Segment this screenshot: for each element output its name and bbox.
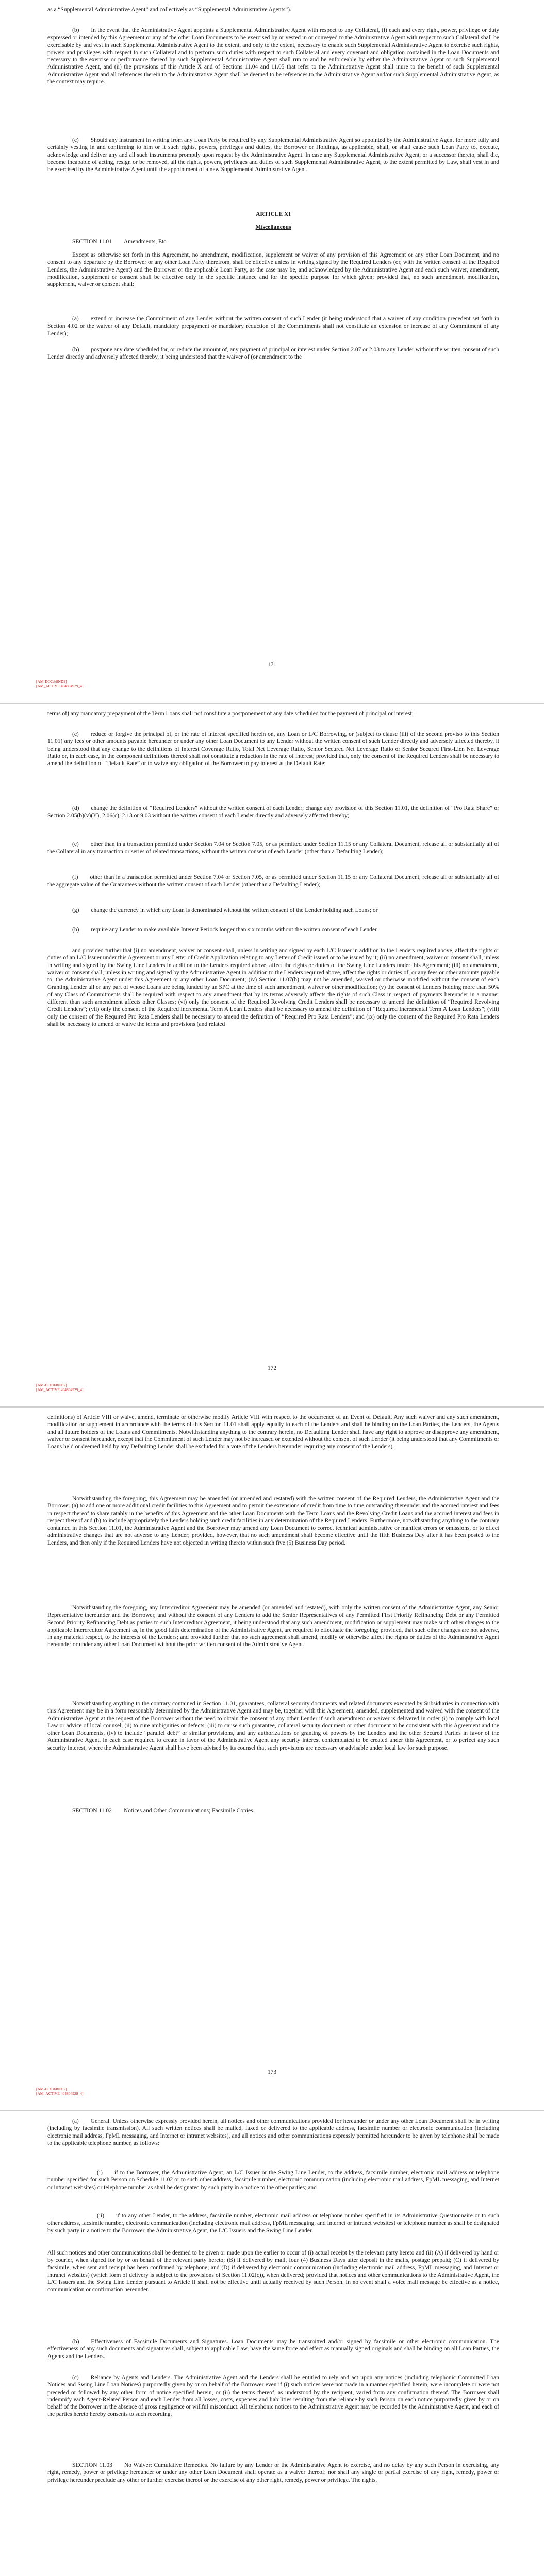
paragraph: (h) require any Lender to make available Interest Periods longer than six months without the written consent of each Lender.	[72, 927, 378, 933]
paragraph: (c) Should any instrument in writing from any Loan Party be required by any Supplemental Administrative Agent so appointed by the Administrative Agent for more fully and certainly vesting in and confirming to him or it such rights, powers, privileges and duties, the Borrower or Holdings, as applicable, shall, or shall cause such Loan Party to, execute, acknowledge and deliver any and all such instruments promptly upon request by the Administrative Agent. In case any Supplemental Administrative Agent, or a successor thereto, shall die, become incapable of acting, resign or be removed, all the rights, powers, privileges and duties of such Supplemental Administrative Agent, to the extent permitted by Law, shall vest in and be exercised by the Administrative Agent until the appointment of a new Supplemental Administrative Agent.	[47, 137, 499, 173]
page-number: 172	[267, 1365, 277, 1371]
page-3	[0, 1408, 544, 2110]
paragraph: (c) reduce or forgive the principal of, or the rate of interest specified herein on, any Loan or L/C Borrowing, or (subject to clause (iii) of the second proviso to this Section 11.01) any fees or other amounts payable hereunder or under any other Loan Document to any Lender without the written consent of such Lender directly and adversely affected thereby, it being understood that any change to the definitions of Interest Coverage Ratio, Total Net Leverage Ratio, Senior Secured Net Leverage Ratio or Senior Secured First-Lien Net Leverage Ratio or, in each case, in the component definitions thereof shall not constitute a reduction in the rate of interest; provided that, only the consent of the Required Lenders shall be necessary to amend the definition of “Default Rate” or to waive any obligation of the Borrower to pay interest at the Default Rate;	[47, 731, 499, 767]
footer-code: [AM-DOC#/8ND2]	[36, 1383, 67, 1387]
page-number: 173	[267, 2069, 277, 2075]
section-heading: SECTION 11.01 Amendments, Etc.	[72, 239, 168, 245]
article-title: ARTICLE XI	[256, 211, 291, 217]
document-footer	[36, 1383, 83, 1392]
footer-code: [AM-DOC#/8ND2]	[36, 679, 67, 684]
paragraph: (e) other than in a transaction permitted under Section 7.04 or Section 7.05, or as permitted under Section 11.15 or any Collateral Document, release all or substantially all of the Collateral in any transaction or series of related transactions, without the written consent of each Lender (other than a Defaulting Lender);	[47, 841, 499, 855]
paragraph: (g) change the currency in which any Loan is denominated without the written consent of the Lender holding such Loans; or	[72, 907, 378, 913]
footer-label: [AM_ACTIVE 404804929_4]	[36, 2091, 84, 2096]
paragraph: (a) extend or increase the Commitment of any Lender without the written consent of such Lender (it being understood that a waiver of any condition precedent set forth in Section 4.02 or the waiver of any Default, mandatory prepayment or mandatory reduction of the Commitments shall not constitute an extension or increase of any Commitment of any Lender);	[47, 316, 499, 337]
paragraph: Except as otherwise set forth in this Agreement, no amendment, modification, supplement or waiver of any provision of this Agreement or any other Loan Document, and no consent to any departure by the Borrower or any other Loan Party therefrom, shall be effective unless in writing signed by the Required Lenders (or, with the written consent of the Required Lenders, the Administrative Agent) and the Borrower or the applicable Loan Party, as the case may be, and acknowledged by the Administrative Agent and each such waiver, amendment, modification, supplement or consent shall be effective only in the specific instance and for the specific purpose for which given; provided that, no such amendment, modification, supplement, waiver or consent shall:	[47, 252, 499, 288]
footer-label: [AM_ACTIVE 404804929_4]	[36, 1387, 84, 1392]
paragraph: (d) change the definition of “Required Lenders” without the written consent of each Lender; change any provision of this Section 11.01, the definition of “Pro Rata Share” or Section 2.05(b)(v)(Y), 2.06(c), 2.13 or 9.03 without the written consent of each Lender directly and adversely affected thereby;	[47, 805, 499, 819]
paragraph: (b) In the event that the Administrative Agent appoints a Supplemental Administrative Agent with respect to any Collateral, (i) each and every right, power, privilege or duty expressed or intended by this Agreement or any of the other Loan Documents to be exercised by or vested in or conveyed to the Administrative Agent with respect to such Collateral shall be exercisable by and vest in such Supplemental Administrative Agent to the extent, and only to the extent, necessary to enable such Supplemental Administrative Agent to exercise such rights, powers and privileges with respect to such Collateral and to perform such duties with respect to such Collateral and every covenant and obligation contained in the Loan Documents and necessary to the exercise or performance thereof by such Supplemental Administrative Agent shall run to and be enforceable by either the Administrative Agent or such Supplemental Administrative Agent, and (ii) the provisions of this Article X and of Sections 11.04 and 11.05 that refer to the Administrative Agent shall inure to the benefit of such Supplemental Administrative Agent and all references therein to the Administrative Agent shall be deemed to be references to the Administrative Agent and/or such Supplemental Administrative Agent, as the context may require.	[47, 27, 499, 86]
paragraph: definitions) of Article VIII or waive, amend, terminate or otherwise modify Article VIII with respect to the occurrence of an Event of Default. Any such waiver and any such amendment, modification or supplement in accordance with the terms of this Section 11.01 shall apply equally to each of the Lenders and shall be binding on the Loan Parties, the Lenders, the Agents and all future holders of the Loans and Commitments. Notwithstanding anything to the contrary herein, no Defaulting Lender shall have any right to approve or disapprove any amendment, waiver or consent hereunder, except that the Commitment of such Lender may not be increased or extended without the consent of such Lender (it being understood that any Commitments or Loans held or deemed held by any Defaulting Lender shall be excluded for a vote of the Lenders hereunder requiring any consent of the Lenders).	[47, 1414, 499, 1450]
section-heading: SECTION 11.02 Notices and Other Communications; Facsimile Copies.	[72, 1808, 255, 1814]
paragraph: (b) Effectiveness of Facsimile Documents and Signatures. Loan Documents may be transmitted and/or signed by facsimile or other electronic communication. The effectiveness of any such documents and signatures shall, subject to applicable Law, have the same force and effect as manually signed originals and shall be binding on all Loan Parties, the Agents and the Lenders.	[47, 2338, 499, 2360]
paragraph: (i) if to the Borrower, the Administrative Agent, an L/C Issuer or the Swing Line Lender, to the address, facsimile number, electronic mail address or telephone number specified for such Person on Schedule 11.02 or to such other address, facsimile number, electronic communication (including electronic mail address, FpML messaging, and Internet or intranet websites) or telephone number as shall be designated by such party in a notice to the other parties; and	[47, 2170, 499, 2191]
paragraph: Notwithstanding the foregoing, this Agreement may be amended (or amended and restated) with the written consent of the Required Lenders, the Administrative Agent and the Borrower (a) to add one or more additional credit facilities to this Agreement and to permit the extensions of credit from time to time outstanding thereunder and the accrued interest and fees in respect thereof to share ratably in the benefits of this Agreement and the other Loan Documents with the Term Loans and the Revolving Credit Loans and the accrued interest and fees in respect thereof and (b) to include appropriately the Lenders holding such credit facilities in any determination of the Required Lenders. Furthermore, notwithstanding anything to the contrary contained in this Section 11.01, the Administrative Agent and the Borrower may amend any Loan Document to correct technical administrative or manifest errors or omissions, or to effect administrative changes that are not adverse to any Lender; provided, however, that no such amendment shall become effective until the fifth Business Day after it has been posted to the Lenders, and then only if the Required Lenders have not objected in writing thereto within such five (5) Business Day period.	[47, 1496, 499, 1546]
page-4	[0, 2111, 544, 2576]
paragraph: and provided further that (i) no amendment, waiver or consent shall, unless in writing and signed by each L/C Issuer in addition to the Lenders required above, affect the rights or duties of an L/C Issuer under this Agreement or any Letter of Credit Application relating to any Letter of Credit issued or to be issued by it; (ii) no amendment, waiver or consent shall, unless in writing and signed by the Swing Line Lenders in addition to the Lenders required above, affect the rights or duties of the Swing Line Lenders under this Agreement; (iii) no amendment, waiver or consent shall, unless in writing and signed by the Administrative Agent in addition to the Lenders required above, affect the rights or duties of, or any fees or other amounts payable to, the Administrative Agent under this Agreement or any other Loan Document; (iv) Section 11.07(h) may not be amended, waived or otherwise modified without the consent of each Granting Lender all or any part of whose Loans are being funded by an SPC at the time of such amendment, waiver or other modification; (v) the consent of Lenders holding more than 50% of any Class of Commitments shall be required with respect to any amendment that by its terms adversely affects the rights of such Class in respect of payments hereunder in a manner different than such amendment affects other Classes; (vi) only the consent of the Required Revolving Credit Lenders shall be necessary to amend the definition of “Required Revolving Credit Lenders”; (vii) only the consent of the Required Incremental Term A Loan Lenders shall be necessary to amend the definition of “Required Incremental Term A Loan Lenders”; (viii) only the consent of the Required Pro Rata Lenders shall be necessary to amend the definition of “Required Pro Rata Lenders”; and (ix) only the consent of the Required Pro Rata Lenders shall be necessary to amend or waive the terms and provisions (and related	[47, 947, 499, 1027]
paragraph: (ii) if to any other Lender, to the address, facsimile number, electronic mail address or telephone number specified in its Administrative Questionnaire or to such other address, facsimile number, electronic communication (including electronic mail address, FpML messaging, and Internet or intranet websites) or telephone number as shall be designated by such party in a notice to the Borrower, the Administrative Agent, the L/C Issuers and the Swing Line Lender.	[47, 2213, 499, 2234]
page-2	[0, 704, 544, 1406]
paragraph: (c) Reliance by Agents and Lenders. The Administrative Agent and the Lenders shall be entitled to rely and act upon any notices (including telephonic Committed Loan Notices and Swing Line Loan Notices) purportedly given by or on behalf of the Borrower even if (i) such notices were not made in a manner specified herein, were incomplete or were not preceded or followed by any other form of notice specified herein, or (ii) the terms thereof, as understood by the recipient, varied from any confirmation thereof. The Borrower shall indemnify each Agent-Related Person and each Lender from all losses, costs, expenses and liabilities resulting from the reliance by such Person on each notice purportedly given by or on behalf of the Borrower in the absence of gross negligence or willful misconduct. All telephonic notices to the Administrative Agent may be recorded by the Administrative Agent, and each of the parties hereto hereby consents to such recording.	[47, 2375, 499, 2418]
paragraph: as a “Supplemental Administrative Agent” and collectively as “Supplemental Administrative Agents”).	[47, 7, 291, 13]
footer-code: [AM-DOC#/8ND2]	[36, 2087, 67, 2091]
paragraph: Notwithstanding anything to the contrary contained in Section 11.01, guarantees, collateral security documents and related documents executed by Subsidiaries in connection with this Agreement may be in a form reasonably determined by the Administrative Agent and may be, together with this Agreement, amended, supplemented and waived with the consent of the Administrative Agent at the request of the Borrower without the need to obtain the consent of any other Lender if such amendment or waiver is delivered in order (i) to comply with local Law or advice of local counsel, (ii) to cure ambiguities or defects, (iii) to cause such guarantee, collateral security document or other document to be consistent with this Agreement and the other Loan Documents, (iv) to include “parallel debt” or similar provisions, and any authorizations or granting of powers by the Lenders and the other Secured Parties in favor of the Administrative Agent, in each case required to create in favor of the Administrative Agent any security interest contemplated to be created under this Agreement, or to perfect any such security interest, where the Administrative Agent shall have been advised by its counsel that such provisions are necessary or advisable under local law for such purpose.	[47, 1701, 499, 1751]
paragraph: (a) General. Unless otherwise expressly provided herein, all notices and other communications provided for hereunder or under any other Loan Document shall be in writing (including by facsimile transmission). All such written notices shall be mailed, faxed or delivered to the applicable address, facsimile number or electronic communication (including electronic mail address, FpML messaging, and Internet or intranet websites), and all notices and other communications expressly permitted hereunder to be given by telephone shall be made to the applicable telephone number, as follows:	[47, 2118, 499, 2146]
article-subtitle: Miscellaneous	[255, 224, 291, 230]
paragraph: SECTION 11.03 No Waiver; Cumulative Remedies. No failure by any Lender or the Administrative Agent to exercise, and no delay by any such Person in exercising, any right, remedy, power or privilege hereunder or under any other Loan Document shall operate as a waiver thereof; nor shall any single or partial exercise of any right, remedy, power or privilege hereunder preclude any other or further exercise thereof or the exercise of any other right, remedy, power or privilege. The rights,	[47, 2462, 499, 2483]
page-1	[0, 0, 544, 703]
page-number: 171	[267, 662, 277, 668]
paragraph: Notwithstanding the foregoing, any Intercreditor Agreement may be amended (or amended and restated), with only the written consent of the Administrative Agent, any Senior Representative thereunder and the Borrower, and without the consent of any Lenders to add the Senior Representatives of any Permitted First Priority Refinancing Debt or any Permitted Second Priority Refinancing Debt as parties to such Intercreditor Agreement, it being understood that any such amendment, modification or supplement may make such other changes to the applicable Intercreditor Agreement as, in the good faith determination of the Administrative Agent, are required to effectuate the foregoing; provided, that such other changes are not adverse, in any material respect, to the interests of the Lenders; and provided further that no such agreement shall amend, modify or otherwise affect the rights or duties of the Administrative Agent hereunder or under any other Loan Document without the prior written consent of the Administrative Agent.	[47, 1605, 499, 1648]
paragraph: terms of) any mandatory prepayment of the Term Loans shall not constitute a postponement of any date scheduled for the payment of principal or interest;	[47, 710, 414, 717]
paragraph: (f) other than in a transaction permitted under Section 7.04 or Section 7.05, or as permitted under Section 11.15 or any Collateral Document, release all or substantially all of the aggregate value of the Guarantees without the written consent of each Lender (other than a Defaulting Lender);	[47, 874, 499, 888]
paragraph: (b) postpone any date scheduled for, or reduce the amount of, any payment of principal or interest under Section 2.07 or 2.08 to any Lender without the written consent of such Lender directly and adversely affected thereby, it being understood that the waiver of (or amendment to the	[47, 347, 499, 361]
footer-label: [AM_ACTIVE 404804929_4]	[36, 684, 84, 688]
document-footer	[36, 2087, 83, 2096]
document-footer	[36, 679, 83, 688]
paragraph: All such notices and other communications shall be deemed to be given or made upon the earlier to occur of (i) actual receipt by the relevant party hereto and (ii) (A) if delivered by hand or by courier, when signed for by or on behalf of the relevant party hereto; (B) if delivered by mail, four (4) Business Days after deposit in the mails, postage prepaid; (C) if delivered by facsimile, when sent and receipt has been confirmed by telephone; and (D) if delivered by electronic communication (including electronic mail address, FpML messaging, and Internet or intranet websites) (which form of delivery is subject to the provisions of Section 11.02(c)), when delivered; provided that notices and other communications to the Administrative Agent, the L/C Issuers and the Swing Line Lender pursuant to Article II shall not be effective until actually received by such Person. In no event shall a voice mail message be effective as a notice, communication or confirmation hereunder.	[47, 2250, 499, 2293]
